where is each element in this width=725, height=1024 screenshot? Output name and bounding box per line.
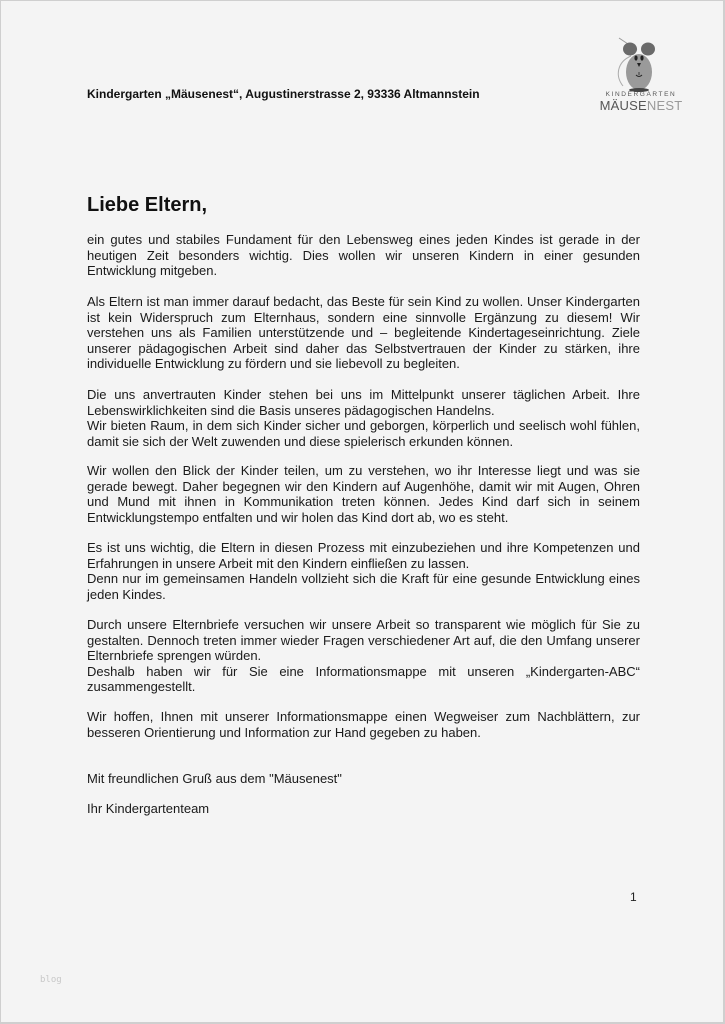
signature: Ihr Kindergartenteam xyxy=(87,801,210,816)
paragraph-line: Die uns anvertrauten Kinder stehen bei uns im Mittelpunkt unserer täglichen Arbeit. Ihre Lebenswirklichkeiten sind die Basis unseres pädagogischen Handelns. xyxy=(87,387,640,418)
logo-text-mausenest xyxy=(599,98,683,113)
logo-text-nest: NEST xyxy=(646,98,683,113)
page-number: 1 xyxy=(630,890,637,904)
letterhead-address: Kindergarten „Mäusenest“, Augustinerstrasse 2, 93336 Altmannstein xyxy=(87,87,480,101)
paragraph-line: Als Eltern ist man immer darauf bedacht, das Beste für sein Kind zu wollen. Unser Kindergarten ist kein Widerspruch zum Elternhaus, sondern eine sinnvolle Ergänzung zu diesem! Wir verstehen uns als Familien unterstützende und – begleitende Kindertageseinrichtung. Ziele unserer pädagogischen Arbeit sind daher das Selbstvertrauen der Kinder zu stärken, ihre individuelle Entwicklung zu fördern und sie liebevoll zu begleiten. xyxy=(87,294,640,371)
paragraph-line: Durch unsere Elternbriefe versuchen wir unsere Arbeit so transparent wie möglich für Sie zu gestalten. Dennoch treten immer wieder Fragen verschiedener Art auf, die den Umfang unserer Elternbriefe sprengen würden. xyxy=(87,617,640,663)
closing-greeting: Mit freundlichen Gruß aus dem "Mäusenest" xyxy=(87,771,342,786)
paragraph-line: Es ist uns wichtig, die Eltern in diesen Prozess mit einzubeziehen und ihre Kompetenzen und Erfahrungen in unsere Arbeit mit den Kindern einfließen zu lassen. xyxy=(87,540,640,571)
paragraph-1 xyxy=(87,232,640,279)
watermark: blog xyxy=(40,975,62,985)
paragraph-4 xyxy=(87,463,640,525)
paragraph-3 xyxy=(87,387,640,449)
paragraph-line: Wir bieten Raum, in dem sich Kinder sicher und geborgen, körperlich und seelisch wohl fühlen, damit sie sich der Welt zuwenden und diese spielerisch erkunden können. xyxy=(87,418,640,449)
paragraph-line: Denn nur im gemeinsamen Handeln vollzieht sich die Kraft für eine gesunde Entwicklung eines jeden Kindes. xyxy=(87,571,640,602)
paragraph-line: Wir wollen den Blick der Kinder teilen, um zu verstehen, wo ihr Interesse liegt und was sie gerade bewegt. Daher begegnen wir den Kindern auf Augenhöhe, damit wir mit Augen, Ohren und Mund mit ihnen in Kommunikation treten können. Jedes Kind darf sich in seinem Entwicklungstempo entfalten und wir holen das Kind dort ab, wo es steht. xyxy=(87,463,640,525)
paragraph-7 xyxy=(87,709,640,740)
paragraph-6 xyxy=(87,617,640,695)
paragraph-5 xyxy=(87,540,640,602)
letter-page xyxy=(1,1,723,1022)
logo-text-mause: MÄUSE xyxy=(599,98,647,113)
paragraph-line: Deshalb haben wir für Sie eine Informationsmappe mit unseren „Kindergarten-ABC“ zusammengestellt. xyxy=(87,663,640,694)
paragraph-line: ein gutes und stabiles Fundament für den Lebensweg eines jeden Kindes ist gerade in der heutigen Zeit besonders wichtig. Dies wollen wir unseren Kindern in einer gesunden Entwicklung mitgeben. xyxy=(87,232,640,278)
logo-text-kindergarten: KINDERGARTEN xyxy=(605,91,677,98)
paragraph-line: Wir hoffen, Ihnen mit unserer Informationsmappe einen Wegweiser zum Nachblättern, zur besseren Orientierung und Information zur Hand gegeben zu haben. xyxy=(87,709,640,740)
paragraph-2 xyxy=(87,294,640,372)
salutation: Liebe Eltern, xyxy=(87,194,208,216)
